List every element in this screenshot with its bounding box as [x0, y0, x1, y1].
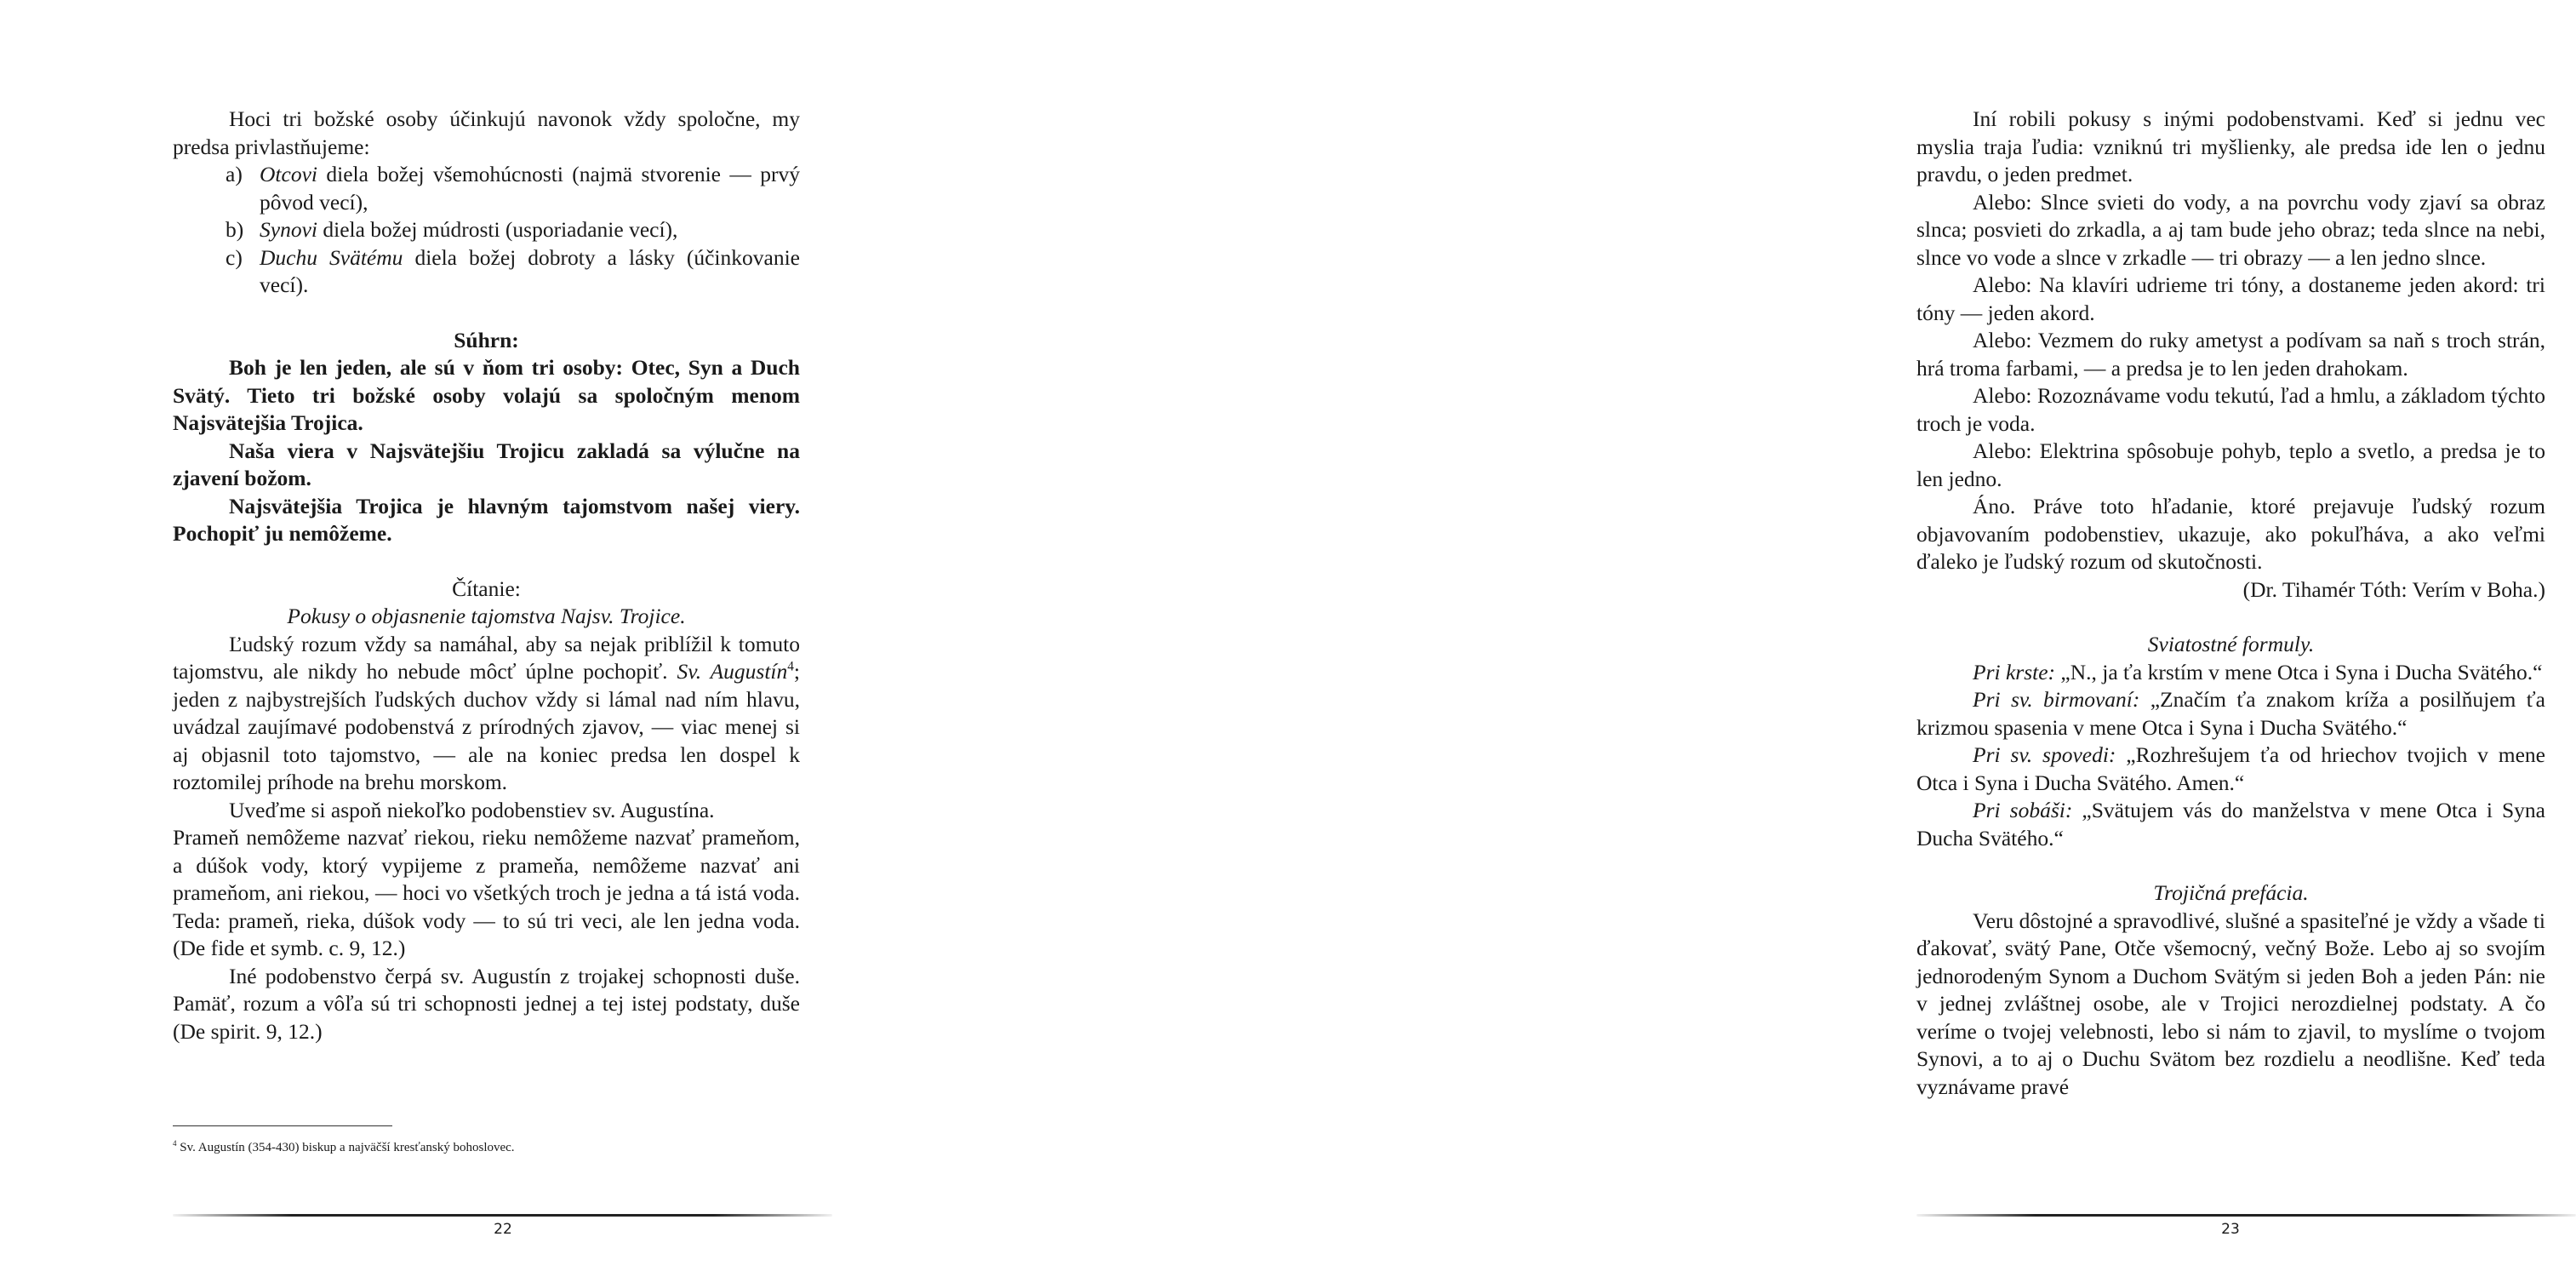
summary-paragraph: Naša viera v Najsvätejšiu Trojicu zakladá sa výlučne na zjavení božom.: [173, 438, 800, 490]
paragraph: Alebo: Elektrina spôsobuje pohyb, teplo a svetlo, a predsa je to len jedno.: [1916, 438, 2545, 491]
left-text-column: [173, 106, 800, 1045]
formula-label: Pri krste:: [1973, 659, 2056, 684]
footnote: $^4$ Sv. Augustín (354-430) biskup a najväčší kresťanský bohoslovec.: [173, 1139, 515, 1154]
footnote-divider: [173, 1125, 392, 1126]
right-page: [903, 0, 2546, 1277]
paragraph: Iní robili pokusy s inými podobenstvami. Keď si jednu vec myslia traja ľudia: vzniknú tri myšlienky, ale predsa ide len o jednu pravdu, o jeden predmet.: [1916, 106, 2545, 186]
left-page: [0, 0, 903, 1277]
paragraph: Alebo: Na klavíri udrieme tri tóny, a dostaneme jeden akord: tri tóny — jeden akord.: [1916, 272, 2545, 325]
intro-paragraph: Hoci tri božské osoby účinkujú navonok vždy spoločne, my predsa privlastňujeme:: [173, 106, 800, 159]
formula: Pri sv. spovedi: „Rozhrešujem ťa od hriechov tvojich v mene Otca i Syna i Ducha Svätého. Amen.“: [1916, 742, 2545, 795]
list-marker: b): [226, 217, 244, 242]
list-text: diela božej všemohúcnosti (najmä stvorenie — prvý pôvod vecí),: [260, 162, 800, 215]
formula-label: Pri sv. spovedi:: [1973, 742, 2116, 767]
summary-paragraph: Najsvätejšia Trojica je hlavným tajomstvom našej viery. Pochopiť ju nemôžeme.: [173, 493, 800, 546]
list-item: [173, 244, 800, 300]
reading-label: Čítanie:: [452, 576, 521, 601]
reading-paragraph: Prameň nemôžeme nazvať riekou, rieku nemôžeme nazvať prameňom, a dúšok vody, ktorý vypijeme z prameňa, nemôžeme nazvať ani prameňom, ani riekou, — hoci vo všetkých troch je jedna a tá istá voda. Teda: prameň, rieka, dúšok vody — to sú tri veci, ale len jedna voda. (De fide et symb. c. 9, 12.): [173, 825, 800, 960]
prefacia-title: Trojičná prefácia.: [2153, 880, 2309, 905]
footnote-number: 4: [173, 1139, 177, 1148]
paragraph: Áno. Práve toto hľadanie, ktoré prejavuje ľudský rozum objavovaním podobenstiev, ukazuje, ako pokuľháva, a ako veľmi ďaleko je ľudský rozum od skutočnosti.: [1916, 494, 2545, 574]
list-text: diela božej dobroty a lásky (účinkovanie vecí).: [260, 244, 800, 297]
footer-divider: [173, 1214, 832, 1217]
reading-paragraph: Uveďme si aspoň niekoľko podobenstiev sv. Augustína.: [229, 797, 715, 822]
list-item: [173, 161, 800, 216]
list-marker: c): [226, 244, 243, 270]
list-term: Otcovi: [260, 162, 317, 186]
summary-heading: Súhrn:: [454, 327, 519, 352]
right-text-column: [1916, 106, 2545, 1101]
formula: Pri sv. birmovaní: „Značím ťa znakom kríža a posilňujem ťa krizmou spasenia v mene Otca i Syna i Ducha Svätého.“: [1916, 687, 2545, 740]
reading-paragraph: Iné podobenstvo čerpá sv. Augustín z trojakej schopnosti duše. Pamäť, rozum a vôľa sú tri schopnosti jednej a tej istej podstaty, duše (De spirit. 9, 12.): [173, 963, 800, 1044]
page-number: 23: [2221, 1221, 2240, 1238]
paragraph: Alebo: Vezmem do ruky ametyst a podívam sa naň s troch strán, hrá troma farbami, — a predsa je to len jeden drahokam.: [1916, 328, 2545, 381]
attribution-list: [173, 161, 800, 300]
list-text: diela božej múdrosti (usporiadanie vecí),: [317, 217, 678, 242]
footer-divider: [1916, 1214, 2576, 1217]
formula: Pri krste: „N., ja ťa krstím v mene Otca i Syna i Ducha Svätého.“: [1973, 659, 2543, 684]
summary-paragraph: Boh je len jeden, ale sú v ňom tri osoby: Otec, Syn a Duch Svätý. Tieto tri božské osoby volajú sa spoločným menom Najsvätejšia Trojica.: [173, 355, 800, 435]
reading-title: Pokusy o objasnenie tajomstva Najsv. Trojice.: [287, 604, 686, 628]
list-marker: a): [226, 162, 243, 186]
formula-label: Pri sobáši:: [1973, 798, 2073, 822]
list-item: [173, 216, 800, 244]
augustin-name: Sv. Augustín: [677, 659, 788, 684]
attribution: (Dr. Tihamér Tóth: Verím v Boha.): [2242, 576, 2545, 602]
footnote-ref: 4: [787, 659, 794, 674]
prefacia-paragraph: Veru dôstojné a spravodlivé, slušné a spasiteľné je vždy a všade ti ďakovať, svätý Pane, Otče všemocný, večný Bože. Lebo aj so svojím jednorodeným Synom a Duchom Svätým si jeden Boh a jeden Pán: nie v jednej zvláštnej osobe, ale v Trojici nerozdielnej podstaty. A čo veríme o tvojej velebnosti, lebo si nám to zjavil, to myslíme o tvojom Synovi, a to aj o Duchu Svätom bez rozdielu a neodlišne. Keď teda vyznávame pravé: [1916, 908, 2545, 1099]
list-term: Synovi: [260, 217, 317, 242]
list-term: Duchu Svätému: [260, 244, 403, 270]
formula: Pri sobáši: „Svätujem vás do manželstva v mene Otca i Syna Ducha Svätého.“: [1916, 798, 2546, 850]
formula-label: Pri sv. birmovaní:: [1973, 687, 2140, 712]
reading-paragraph: Ľudský rozum vždy sa namáhal, aby sa nejak priblížil k tomuto tajomstvu, ale nikdy ho nebude môcť úplne pochopiť. Sv. Augustín$^4$; jeden z najbystrejších ľudských duchov vždy si lámal nad ním hlavu, uvádzal zaujímavé podobenstvá z prírodných zjavov, — viac menej si aj objasnil toto tajomstvo, — ale na koniec predsa len dospel k roztomilej príhode na brehu morskom.: [173, 631, 800, 794]
paragraph: Alebo: Rozoznávame vodu tekutú, ľad a hmlu, a základom týchto troch je voda.: [1916, 383, 2545, 436]
formulas-title: Sviatostné formuly.: [2147, 632, 2315, 656]
page-number: 22: [494, 1221, 512, 1238]
paragraph: Alebo: Slnce svieti do vody, a na povrchu vody zjaví sa obraz slnca; posvieti do zrkadla, a aj tam bude jeho obraz; teda slnce na nebi, slnce vo vode a slnce v zrkadle — tri obrazy — a len jedno slnce.: [1916, 189, 2545, 270]
